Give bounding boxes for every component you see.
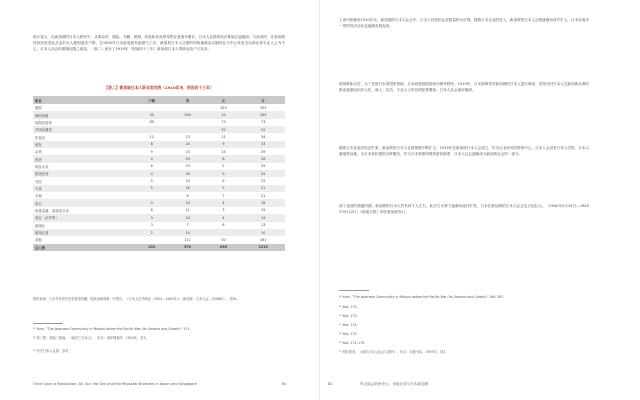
cell-occupation: 洗衣 xyxy=(33,199,134,206)
cell-households: 4 xyxy=(134,155,170,162)
cell-households xyxy=(134,126,170,133)
cell-households: 6 xyxy=(150,208,153,213)
right-footnote-1: ⁶⁴ Yuen, "The Japanese Community in Malaya before the Pacific War: Its Genesis and Growth," 166–167. xyxy=(339,295,505,299)
table-row xyxy=(33,119,285,126)
cell-occupation: 娼妓 xyxy=(35,106,42,111)
table-row xyxy=(33,199,285,206)
right-footnote-7: ⁷⁰ 明石阳至，《南洋日本人社会与战争》，东京：岩波书店，1997年，页3。 xyxy=(339,350,449,354)
table-row xyxy=(33,192,285,199)
cell-total: 29 xyxy=(261,149,266,154)
cell-female: 15 xyxy=(206,111,242,118)
cell-households xyxy=(134,236,170,243)
left-running-footer: Once Upon a Revolution: Dr. Sun Yat Sen and the Miyazaki Brothers in Japan and Singapore xyxy=(33,382,197,386)
right-footnote-3: ⁶⁶ Ibid, 173. xyxy=(339,314,358,318)
cell-occupation: 贵重金属、装饰品买卖 xyxy=(35,208,69,213)
cell-total: 25 xyxy=(241,170,285,177)
cell-occupation: 新闻记者 xyxy=(33,229,134,236)
cell-households: 4 xyxy=(134,170,170,177)
right-page-number: 62 xyxy=(328,382,333,386)
cell-total: 52 xyxy=(241,126,285,133)
cell-total: 28 xyxy=(241,155,285,162)
cell-total: 1215 xyxy=(241,244,285,251)
table-row xyxy=(33,133,285,140)
right-footnote-4: ⁶⁷ Ibid, 174. xyxy=(339,323,358,327)
cell-total: 18 xyxy=(241,199,285,206)
cell-households: 12 xyxy=(149,135,154,140)
cell-households: 3 xyxy=(150,223,153,228)
cell-occupation: 医药 xyxy=(33,155,134,162)
right-body-paragraph-4: 到了战前的鼎盛时期，新加坡的日本人约有四千人左右，此后日本势力逐渐向南洋扩张，日本在新加坡的日本人社会也日趋壮大。（1942年2月15日—1945年9月12日）《昭南日报》即在新加坡发行。 xyxy=(339,204,589,215)
table-row xyxy=(33,104,285,111)
cell-total: 265 xyxy=(241,111,285,118)
cell-female: 4 xyxy=(206,214,242,221)
cell-female: 8 xyxy=(206,155,242,162)
cell-households: 253 xyxy=(134,244,170,251)
cell-female xyxy=(206,229,242,236)
cell-male: 570 xyxy=(170,244,206,251)
cell-occupation: 其他 xyxy=(35,238,42,243)
cell-male: 20 xyxy=(170,155,206,162)
cell-occupation: 牙医 xyxy=(35,179,42,184)
table-row xyxy=(33,148,285,155)
cell-occupation: 理发 xyxy=(33,141,134,148)
cell-households: 5 xyxy=(150,179,153,184)
cell-male: 23 xyxy=(185,135,190,140)
cell-female: 6 xyxy=(222,223,225,228)
cell-male: 16 xyxy=(170,185,206,192)
cell-households: 80 xyxy=(149,120,154,125)
cell-male: 12 xyxy=(185,208,190,213)
cell-occupation: 药品买卖 xyxy=(35,164,49,169)
right-page xyxy=(320,0,640,400)
cell-occupation: 外国妾藏者 xyxy=(33,126,134,133)
cell-total: 34 xyxy=(261,135,266,140)
cell-total: 15 xyxy=(261,208,266,213)
cell-occupation: 女佣 xyxy=(35,194,42,199)
footnote-divider xyxy=(33,323,63,324)
cell-total: 73 xyxy=(261,120,266,125)
cell-male: 14 xyxy=(185,179,190,184)
cell-female: 7 xyxy=(222,193,225,198)
header-occupation: 职业 xyxy=(33,96,134,104)
table-source-note: 资料来源：日本外务省外交史料馆所藏，驻新加坡领事一分报告，《日本人在外职业（1910—1940年）》（新加坡：日本人会，2008年），页61。 xyxy=(33,297,240,301)
cell-households: 9 xyxy=(150,149,153,154)
cell-households: 8 xyxy=(134,141,170,148)
right-body-paragraph-3: 随着日本在南洋经济扩张，新加坡的日本人社群规模不断扩大。1915年在新加坡日本人会成立，作为日本侨民的联络中心。日本人会设有日本人学校、日本人墓地等设施，为日本侨民提供各种服务，并与日本领事馆保持密切联系，日本人社会逐渐成为新加坡社会的一部分。 xyxy=(339,146,589,157)
cell-female: 9 xyxy=(206,170,242,177)
cell-households: 2 xyxy=(134,229,170,236)
cell-total: 161 xyxy=(259,237,267,242)
cell-total: 33 xyxy=(241,141,285,148)
table-row xyxy=(33,111,285,118)
cell-male: 23 xyxy=(185,164,190,169)
table-total-row xyxy=(33,244,285,251)
cell-female: 4 xyxy=(206,199,242,206)
cell-total: 13 xyxy=(261,223,266,228)
cell-occupation: 新闻社 xyxy=(35,223,46,228)
cell-total: 22 xyxy=(261,179,266,184)
cell-total: 10 xyxy=(241,229,285,236)
table-row xyxy=(33,170,285,177)
cell-total: 21 xyxy=(261,193,266,198)
cell-female: 8 xyxy=(222,179,225,184)
header-households: 户数 xyxy=(134,96,170,104)
header-female: 女 xyxy=(206,96,242,104)
right-running-footer: 风云际会的孙中山、宫崎兄弟与日本新加坡 xyxy=(360,382,429,386)
right-footnote-6: ⁶⁹ Ibid, 174–175. xyxy=(339,341,366,345)
cell-male: 24 xyxy=(170,141,206,148)
right-footnote-5: ⁶⁸ Ibid, 175. xyxy=(339,332,358,336)
table-row xyxy=(33,214,285,221)
left-body-paragraph: 统计显示，在新加坡的日本人移民中，从事杂货、服装、书籍、照相、药品和食品等零售业者逐年增长，日本人社群的经济基础日益稳固。与此同时，在新加坡经营妓馆者及从业妇女人数则逐步下降，自1920年日本政府颁布废娼令之后，新加坡日本人社群的结构逐渐由以娼妓业为中心转变为以商业和专业人士为中心，日本人社会的面貌也随之改变。（表二）统计了1919年（明治四十三年）新加坡日本人的职业及户口状况。 xyxy=(33,35,285,52)
cell-occupation: 商业（杂货等） xyxy=(33,214,134,221)
cell-male: 6 xyxy=(186,193,189,198)
table-row xyxy=(33,126,285,133)
cell-occupation: 妓院经营者 xyxy=(35,120,52,125)
cell-female: 9 xyxy=(206,141,242,148)
header-male: 男 xyxy=(170,96,206,104)
cell-female: 52 xyxy=(206,126,242,133)
cell-total: 21 xyxy=(241,185,285,192)
table-row xyxy=(33,155,285,162)
cell-total: 14 xyxy=(241,214,285,221)
cell-female: 14 xyxy=(221,149,226,154)
cell-male: 10 xyxy=(170,214,206,221)
cell-female: 3 xyxy=(222,208,225,213)
cell-female: 11 xyxy=(221,135,226,140)
cell-households: 3 xyxy=(134,214,170,221)
occupation-table xyxy=(33,96,285,251)
left-footnote-3: ⁶³ 有关日本人社群，参见 xyxy=(33,349,69,353)
table-row xyxy=(33,185,285,192)
cell-male xyxy=(170,126,206,133)
left-footnote-2: ⁶² 如三野、菊池三郎编，《南洋之日本人》，东京：南洋调查所，1915年，页3。 xyxy=(33,336,149,340)
table-header-row xyxy=(33,96,285,104)
cell-female: 636 xyxy=(206,244,242,251)
table-title: 【表二】新加坡日本人职业类别表（1910年末，明治四十三年） xyxy=(104,85,214,90)
table-row xyxy=(33,177,285,184)
left-page-number: 61 xyxy=(282,382,287,386)
cell-male xyxy=(170,119,206,126)
cell-households: 35 xyxy=(134,111,170,118)
cell-occupation: 总人数 xyxy=(33,244,134,251)
cell-female: 73 xyxy=(221,120,226,125)
cell-occupation: 橡胶种植 xyxy=(33,111,134,118)
cell-occupation: 旅馆经营 xyxy=(33,170,134,177)
cell-occupation: 写真 xyxy=(33,185,134,192)
cell-female: 5 xyxy=(206,185,242,192)
cell-male: 14 xyxy=(170,199,206,206)
cell-male: 15 xyxy=(185,149,190,154)
right-body-paragraph-1: 上表可知截至1910年末，新加坡的日本人社会中，日本人经营的企业数量相当可观。随着日本企业的进入，新加坡的日本人社群逐渐形成并扩大，日本在南洋一带的经济活动也逐渐发展起来。 xyxy=(339,18,589,29)
cell-female: 2 xyxy=(222,164,225,169)
right-body-paragraph-2: 明治维新以后，为了发展日本的国家资源，日本政府鼓励国民向海外移民。1919年，日本领事馆对新加坡的日本人进行调查，发现当时日本人在新加坡从事的职业逐渐趋向多元化，商人、店员、专业人士的比例显著增加，日本人社会逐步稳固。 xyxy=(339,82,589,93)
header-total: 计 xyxy=(241,96,285,104)
cell-female: 353 xyxy=(220,105,227,110)
cell-male: 7 xyxy=(186,223,189,228)
cell-male xyxy=(170,104,206,111)
table-row xyxy=(33,207,285,214)
cell-male: 200 xyxy=(170,111,206,118)
cell-female: 50 xyxy=(221,237,226,242)
cell-male: 16 xyxy=(170,170,206,177)
right-footnote-divider xyxy=(339,290,369,291)
left-footnote-1: ⁶¹ Yuen, "The Japanese Community in Malaya before the Pacific War: Its Genesis and Growth," 171. xyxy=(33,327,191,331)
cell-households xyxy=(134,192,170,199)
cell-total: 353 xyxy=(259,105,267,110)
table-row xyxy=(33,222,285,229)
cell-occupation: 饮食店 xyxy=(35,135,46,140)
table-row xyxy=(33,236,285,243)
table-row xyxy=(33,141,285,148)
cell-male: 10 xyxy=(170,229,206,236)
cell-households: 6 xyxy=(150,164,153,169)
cell-households xyxy=(134,104,170,111)
cell-male: 111 xyxy=(184,237,191,242)
table-row xyxy=(33,163,285,170)
cell-households: 4 xyxy=(134,199,170,206)
cell-households: 5 xyxy=(134,185,170,192)
table-row xyxy=(33,229,285,236)
cell-occupation: 杂货 xyxy=(35,150,42,155)
cell-total: 25 xyxy=(261,164,266,169)
right-footnote-2: ⁶⁵ Ibid, 170. xyxy=(339,305,358,309)
